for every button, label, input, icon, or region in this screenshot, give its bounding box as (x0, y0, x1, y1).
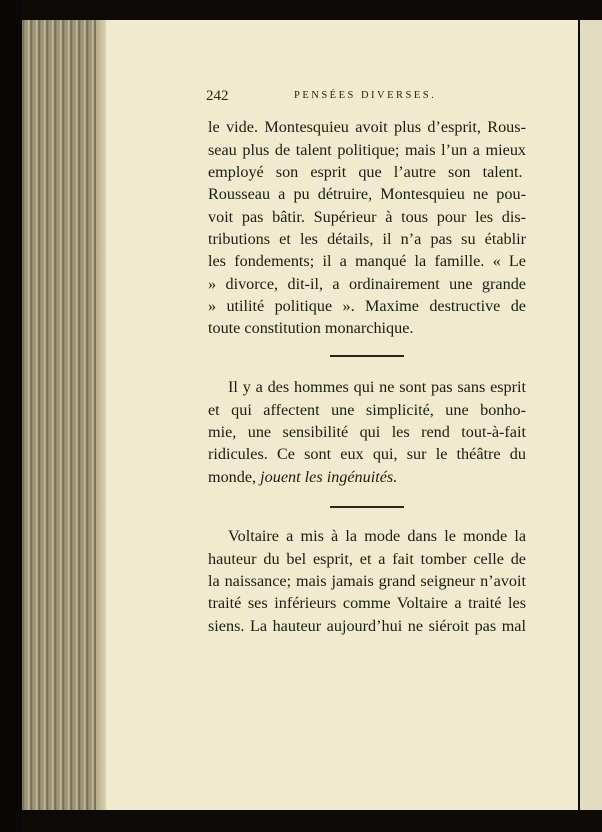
left-page-edges (18, 20, 98, 810)
text-line: » utilité politique ». Maxime destructive de (208, 297, 526, 315)
text-line: » divorce, dit-il, a ordinairement une grande (208, 275, 526, 293)
text-line: toute constitution monarchique. (208, 319, 414, 337)
text-line: mie, une sensibilité qui les rend tout-à-fait (208, 423, 526, 441)
text-line: Il y a des hommes qui ne sont pas sans esprit (228, 378, 527, 396)
text-line: Voltaire a mis à la mode dans le monde la (228, 527, 527, 545)
section-divider (330, 355, 404, 357)
text-line: employé son esprit que l’autre son talent. (208, 163, 523, 181)
page-number: 242 (206, 88, 229, 104)
right-page-edge (580, 20, 602, 810)
text-line: seau plus de talent politique; mais l’un a mieux (208, 141, 527, 159)
text-line: ridicules. Ce sont eux qui, sur le théâtre du (208, 445, 526, 463)
section-divider (330, 506, 404, 508)
text-line: le vide. Montesquieu avoit plus d’esprit, Rous- (208, 118, 526, 136)
text-line: la naissance; mais jamais grand seigneur n’avoit (208, 572, 527, 590)
italic-phrase: jouent les ingénuités. (260, 468, 398, 486)
text-line (208, 468, 526, 486)
text-line: et qui affectent une simplicité, une bonho- (208, 401, 526, 419)
text-segment: monde, (208, 468, 261, 486)
text-line: traité ses inférieurs comme Voltaire a traité les (208, 594, 527, 612)
text-line: hauteur du bel esprit, et a fait tomber celle de (208, 550, 526, 568)
text-line: Rousseau a pu détruire, Montesquieu ne pou- (208, 185, 526, 203)
left-cover-shadow (0, 0, 22, 832)
running-title: PENSÉES DIVERSES. (294, 90, 437, 101)
text-line: siens. La hauteur aujourd’hui ne siéroit pas mal (208, 617, 526, 635)
text-line: les fondements; il a manqué la famille. « Le (208, 252, 526, 270)
text-line: tributions et les détails, il n’a pas su établir (208, 230, 527, 248)
text-line: voit pas bâtir. Supérieur à tous pour les dis- (208, 208, 527, 226)
